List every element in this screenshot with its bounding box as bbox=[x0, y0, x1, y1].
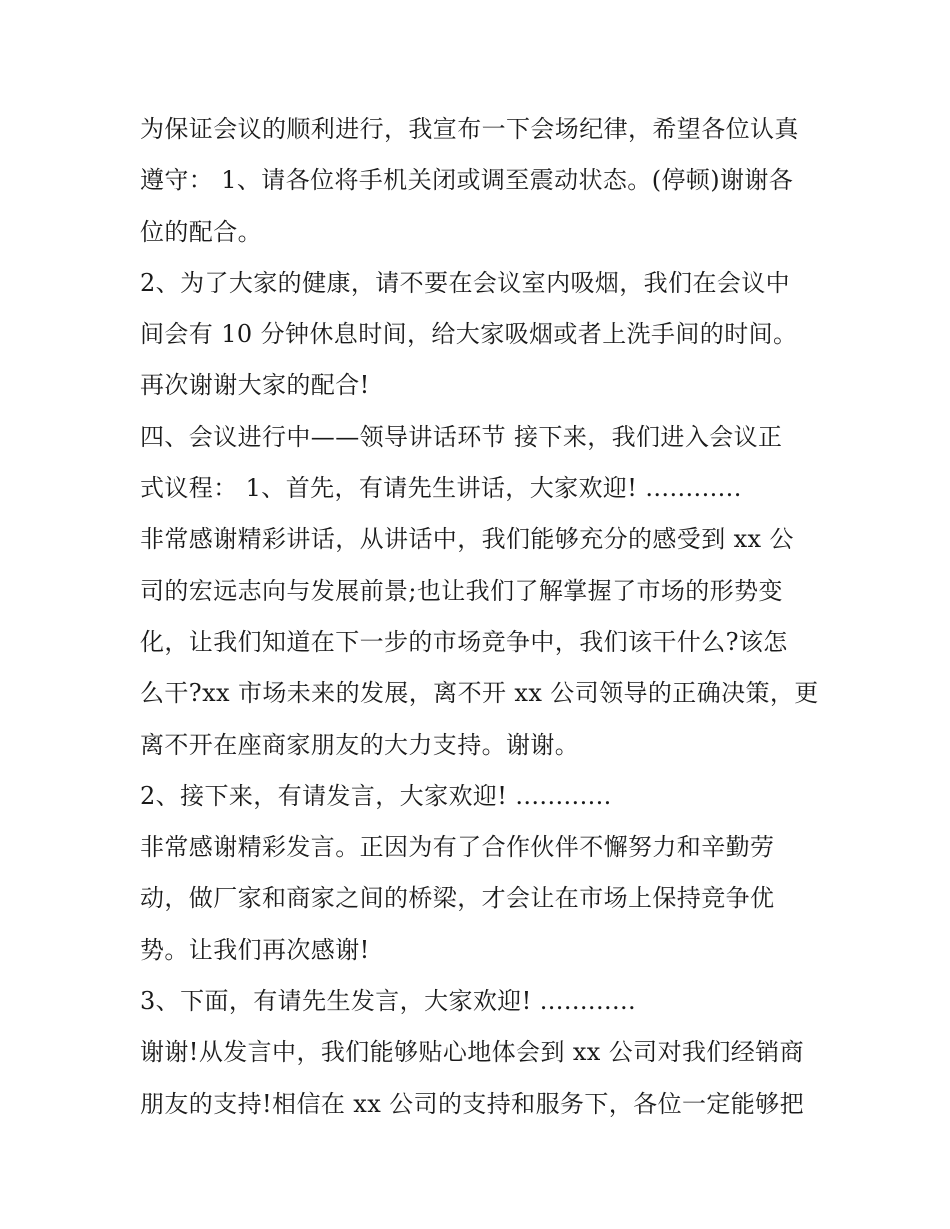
text-line: 位的配合。 bbox=[140, 217, 262, 246]
text-line: 谢谢!从发言中，我们能够贴心地体会到 xx 公司对我们经销商 bbox=[140, 1038, 804, 1067]
text-line: 再次谢谢大家的配合! bbox=[140, 371, 370, 400]
text-line: 3、下面，有请先生发言，大家欢迎! ............ bbox=[140, 987, 637, 1016]
document-body bbox=[140, 104, 820, 1130]
text-line: 为保证会议的顺利进行，我宣布一下会场纪律，希望各位认真 bbox=[140, 115, 799, 143]
text-line: 动，做厂家和商家之间的桥梁，才会让在市场上保持竞争优 bbox=[140, 884, 775, 913]
text-line: 非常感谢精彩发言。正因为有了合作伙伴不懈努力和辛勤劳 bbox=[140, 833, 775, 862]
text-line: 势。让我们再次感谢! bbox=[140, 935, 370, 964]
text-line: 四、会议进行中——领导讲话环节 接下来，我们进入会议正 bbox=[140, 422, 783, 451]
text-line: 么干?xx 市场未来的发展，离不开 xx 公司领导的正确决策，更 bbox=[140, 679, 819, 708]
text-line: 间会有 10 分钟休息时间，给大家吸烟或者上洗手间的时间。 bbox=[140, 320, 798, 349]
text-line: 式议程： 1、首先，有请先生讲话，大家欢迎! ............ bbox=[140, 474, 742, 503]
text-line: 离不开在座商家朋友的大力支持。谢谢。 bbox=[140, 730, 580, 759]
text-line: 化，让我们知道在下一步的市场竞争中，我们该干什么?该怎 bbox=[140, 627, 788, 656]
text-line: 2、接下来，有请发言，大家欢迎! ............ bbox=[140, 781, 612, 810]
text-line: 司的宏远志向与发展前景;也让我们了解掌握了市场的形势变 bbox=[140, 576, 783, 605]
text-line: 非常感谢精彩讲话，从讲话中，我们能够充分的感受到 xx 公 bbox=[140, 525, 794, 554]
text-line: 遵守： 1、请各位将手机关闭或调至震动状态。(停顿)谢谢各 bbox=[140, 166, 794, 195]
text-line: 2、为了大家的健康，请不要在会议室内吸烟，我们在会议中 bbox=[140, 268, 791, 297]
text-line: 朋友的支持!相信在 xx 公司的支持和服务下，各位一定能够把 bbox=[140, 1089, 804, 1118]
